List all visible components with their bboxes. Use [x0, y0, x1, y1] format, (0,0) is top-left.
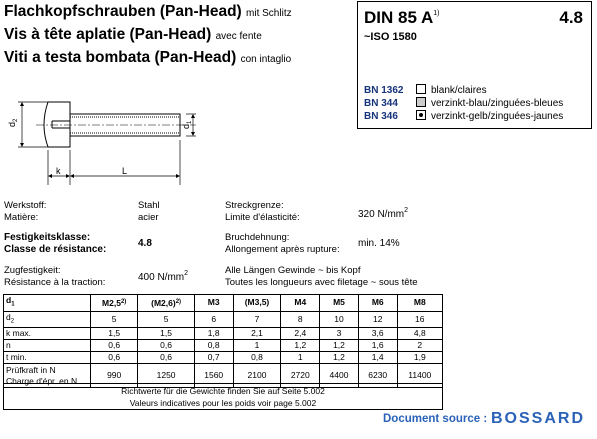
row-label: n — [4, 340, 91, 352]
table-row — [4, 340, 443, 352]
yield-value: 320 $N/mm^2$ — [358, 207, 409, 220]
table-cell: 1,8 — [194, 328, 233, 340]
table-cell: 1,2 — [281, 340, 320, 352]
table-cell: 1 — [281, 352, 320, 364]
table-cell: 12 — [358, 311, 397, 328]
table-cell: 1560 — [194, 364, 233, 388]
material-label-fr: Matière: — [4, 212, 39, 223]
table-cell: 3,6 — [358, 328, 397, 340]
title-fr: Vis à tête aplatie (Pan-Head) avec fente — [4, 26, 262, 43]
material-label-de: Werkstoff: — [4, 200, 47, 211]
title-de: Flachkopfschrauben (Pan-Head) mit Schlitz — [4, 3, 292, 20]
checkbox-empty-icon — [416, 84, 426, 94]
label-d2: $d_2$ — [7, 118, 19, 127]
table-cell: 7 — [233, 311, 281, 328]
table-cell: 11400 — [397, 364, 442, 388]
header-col: M5 — [320, 295, 359, 312]
finish-row-blue: BN 344 verzinkt-blau/zinguées-bleues — [364, 98, 564, 109]
din-number: DIN 85 $A^{1)}$ — [364, 8, 440, 27]
yield-label-de: Streckgrenze: — [225, 200, 284, 211]
table-cell: 2720 — [281, 364, 320, 388]
table-cell: 2,4 — [281, 328, 320, 340]
header-col: (M3,5) — [233, 295, 281, 312]
material-value-fr: acier — [138, 212, 159, 223]
weight-note-de: Richtwerte für die Gewichte finden Sie auf Seite 5.002 — [121, 386, 325, 396]
table-cell: 0,6 — [138, 340, 195, 352]
table-cell: 1 — [233, 340, 281, 352]
screw-head-shape — [44, 102, 70, 147]
yield-label-fr: Limite d'élasticité: — [225, 212, 300, 223]
header-col: M4 — [281, 295, 320, 312]
bossard-logo: BOSSARD — [491, 410, 586, 427]
row-label: k max. — [4, 328, 91, 340]
table-cell: 0,6 — [91, 340, 138, 352]
table-row — [4, 352, 443, 364]
table-cell: 990 — [91, 364, 138, 388]
strength-value: 4.8 — [138, 238, 152, 249]
thread-note-fr: Toutes les longueurs avec filetage ~ sous tête — [225, 277, 418, 288]
table-cell: 0,7 — [194, 352, 233, 364]
table-cell: 6 — [194, 311, 233, 328]
table-cell: 16 — [397, 311, 442, 328]
tensile-label-de: Zugfestigkeit: — [4, 265, 61, 276]
table-row — [4, 311, 443, 328]
table-cell: 1,6 — [358, 340, 397, 352]
table-cell: 0,8 — [194, 340, 233, 352]
header-col: M6 — [358, 295, 397, 312]
elongation-label-de: Bruchdehnung: — [225, 232, 290, 243]
header-d1: $d_1$ — [4, 295, 91, 312]
table-cell: 0,6 — [138, 352, 195, 364]
dimension-table — [3, 294, 443, 388]
row-label: t min. — [4, 352, 91, 364]
table-header-row — [4, 295, 443, 312]
table-cell: 0,6 — [91, 352, 138, 364]
table-cell: 3 — [320, 328, 359, 340]
weight-note-fr: Valeurs indicatives pour les poids voir page 5.002 — [129, 398, 317, 408]
table-cell: 1,9 — [397, 352, 442, 364]
table-cell: 1,2 — [320, 340, 359, 352]
elongation-value: min. 14% — [358, 238, 400, 249]
weight-note — [3, 383, 443, 410]
checkbox-grey-icon — [416, 97, 426, 107]
table-cell: 1,5 — [138, 328, 195, 340]
title-it: Viti a testa bombata (Pan-Head) con intaglio — [4, 49, 292, 66]
row-label: $d_2$ — [4, 311, 91, 328]
table-cell: 1,4 — [358, 352, 397, 364]
header-col: M3 — [194, 295, 233, 312]
table-cell: 5 — [138, 311, 195, 328]
document-source-label: Document source : — [383, 413, 488, 425]
table-cell: 10 — [320, 311, 359, 328]
screw-drawing — [0, 90, 200, 190]
table-cell: 4,8 — [397, 328, 442, 340]
table-cell: 8 — [281, 311, 320, 328]
table-cell: 5 — [91, 311, 138, 328]
strength-label-de: Festigkeitsklasse: — [4, 232, 91, 243]
table-cell: 1250 — [138, 364, 195, 388]
finish-row-yellow: BN 346 verzinkt-gelb/zinguées-jaunes — [364, 111, 564, 122]
table-cell: 6230 — [358, 364, 397, 388]
tensile-label-fr: Résistance à la traction: — [4, 277, 106, 288]
tensile-value: 400 $N/mm^2$ — [138, 270, 189, 283]
label-L: L — [122, 166, 128, 176]
table-cell: 1,5 — [91, 328, 138, 340]
finish-row-blank: BN 1362 blank/claires — [364, 85, 487, 96]
header-col: M2,5$^{2)}$ — [91, 295, 138, 312]
table-cell: 0,8 — [233, 352, 281, 364]
label-k: k — [56, 166, 61, 176]
checkbox-selected-icon — [416, 110, 426, 120]
strength-grade: 4.8 — [559, 8, 583, 27]
table-cell: 2 — [397, 340, 442, 352]
label-d1: $d_1$ — [181, 120, 193, 129]
table-cell: 2,1 — [233, 328, 281, 340]
material-value-de: Stahl — [138, 200, 160, 211]
header-col: M8 — [397, 295, 442, 312]
row-label: Prüfkraft in N Charge d'épr. en N — [4, 364, 91, 388]
table-cell: 1,2 — [320, 352, 359, 364]
thread-note-de: Alle Längen Gewinde ~ bis Kopf — [225, 265, 361, 276]
standard-box — [357, 1, 592, 129]
header-col: $(M2,6)^{2)}$ — [138, 295, 195, 312]
table-cell: 2100 — [233, 364, 281, 388]
iso-reference: ~ISO 1580 — [364, 31, 417, 43]
strength-label-fr: Classe de résistance: — [4, 244, 107, 255]
table-row — [4, 328, 443, 340]
elongation-label-fr: Allongement après rupture: — [225, 244, 340, 255]
table-cell: 4400 — [320, 364, 359, 388]
